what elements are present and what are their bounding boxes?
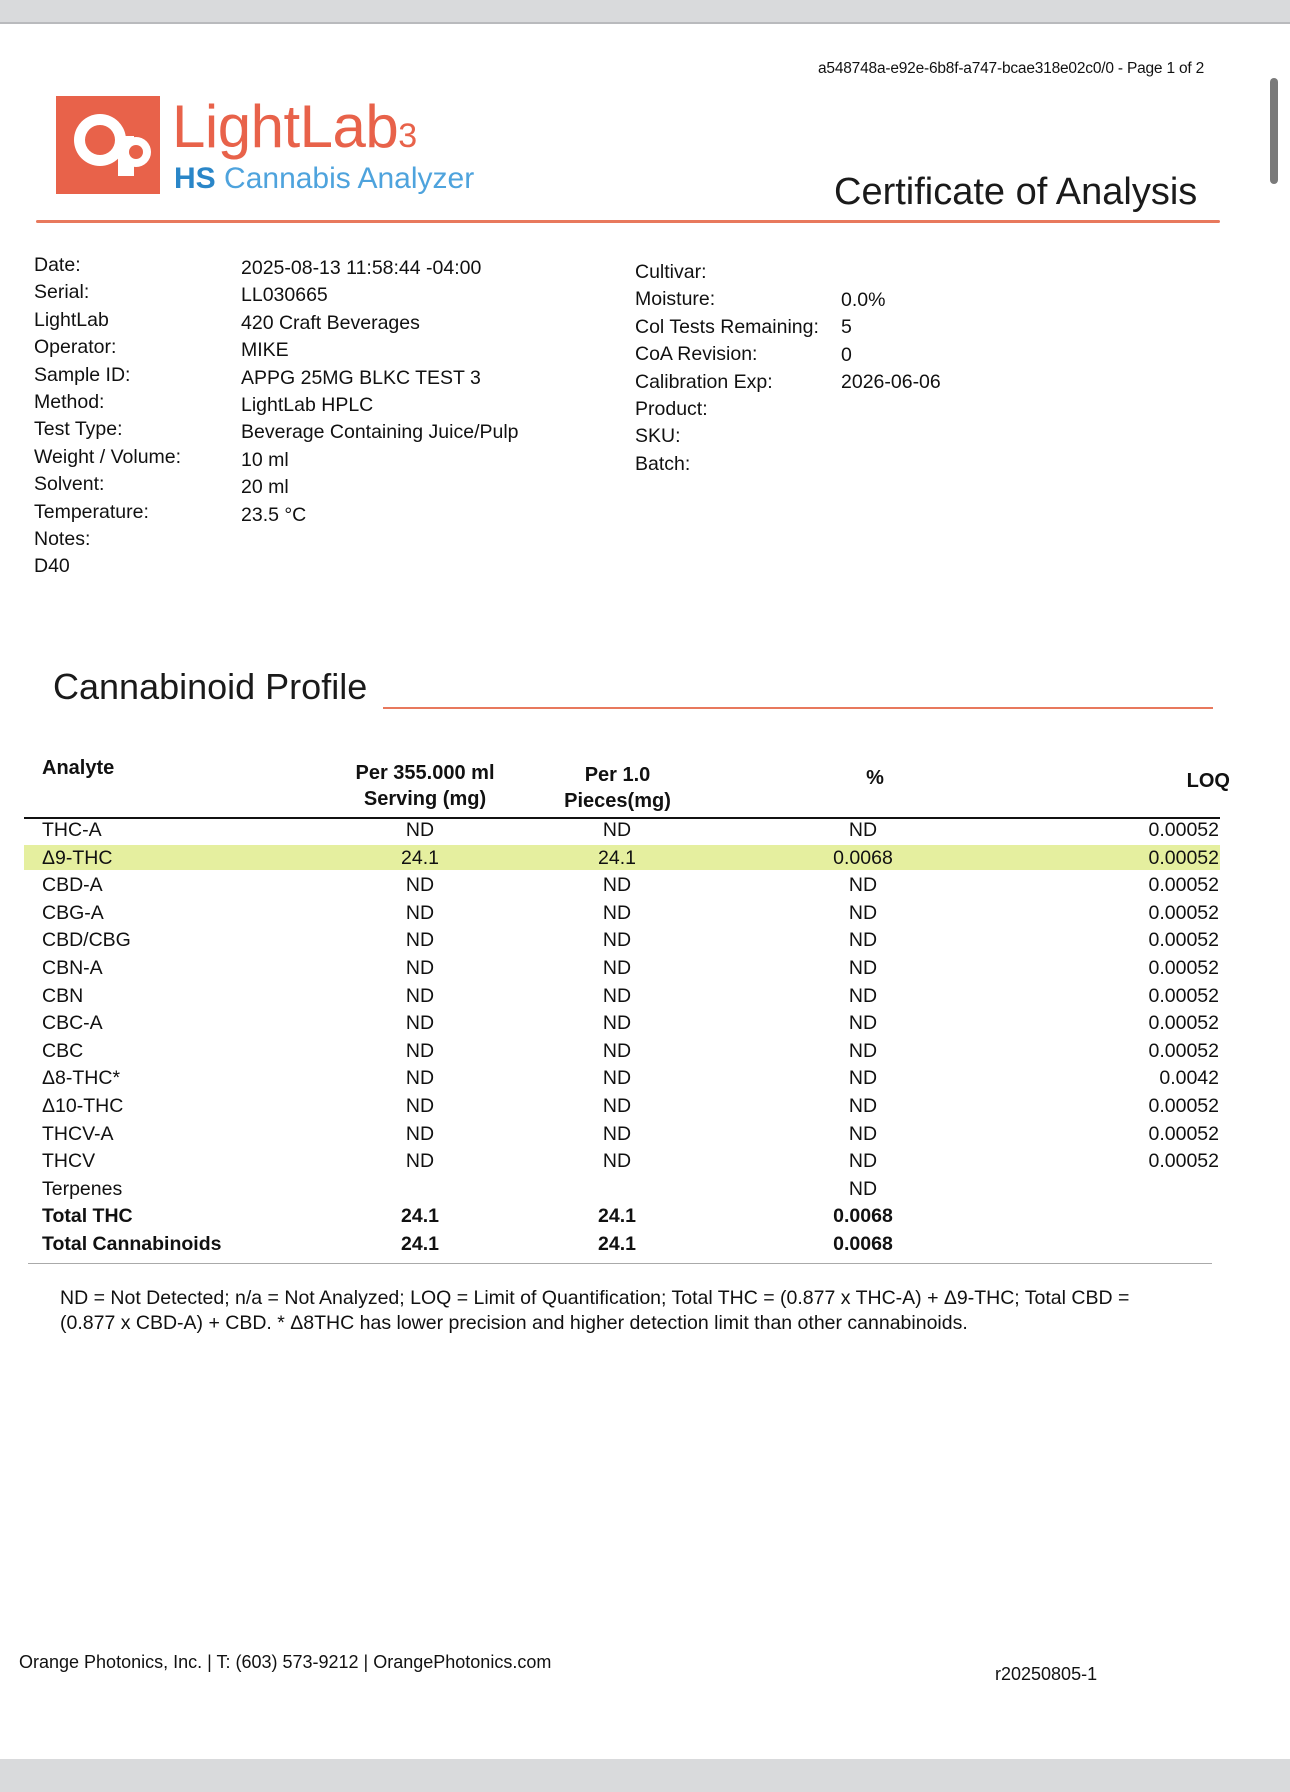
table-row: CBN-A ND ND ND 0.00052 bbox=[42, 957, 1219, 979]
analyte-cell: CBC-A bbox=[42, 1012, 103, 1035]
analyte-cell: THCV-A bbox=[42, 1122, 114, 1145]
document-id: a548748a-e92e-6b8f-a747-bcae318e02c0/0 - Page 1 of 2 bbox=[818, 60, 1205, 77]
table-row: Total Cannabinoids 24.1 24.1 0.0068 bbox=[42, 1233, 893, 1255]
info-value: 2026-06-06 bbox=[841, 371, 941, 394]
document-title: Certificate of Analysis bbox=[834, 171, 1198, 213]
info-label: Weight / Volume: bbox=[34, 445, 182, 468]
table-row: Δ10-THC ND ND ND 0.00052 bbox=[42, 1095, 1219, 1117]
header-loq: LOQ bbox=[1186, 770, 1230, 792]
table-row: CBC-A ND ND ND 0.00052 bbox=[42, 1012, 1219, 1035]
section-title: Cannabinoid Profile bbox=[53, 666, 368, 707]
header-serving-line1: Per 355.000 ml bbox=[355, 762, 495, 784]
header-divider bbox=[36, 220, 1220, 223]
sample-meta-labels bbox=[635, 259, 819, 478]
info-label: Batch: bbox=[635, 452, 691, 475]
info-value: 0 bbox=[841, 343, 852, 366]
analyte-cell: CBN bbox=[42, 984, 84, 1007]
info-label: Calibration Exp: bbox=[635, 370, 773, 393]
table-row: THCV ND ND ND 0.00052 bbox=[42, 1150, 1219, 1173]
info-value: 23.5 °C bbox=[241, 503, 307, 526]
table-notes: ND = Not Detected; n/a = Not Analyzed; LOQ = Limit of Quantification; Total THC = (0.877 x THC-A) + Δ9-THC; Total CBD = (0.877 x CBD-A) + CBD. * Δ8THC has lower precision and higher detection limit than other cannabinoids. bbox=[60, 1287, 1130, 1334]
analyte-cell: CBC bbox=[42, 1039, 84, 1062]
loq-cell: 0.00052 bbox=[1148, 819, 1219, 841]
footer-revision: r20250805-1 bbox=[995, 1664, 1098, 1684]
info-label: Test Type: bbox=[34, 418, 123, 441]
info-value: LightLab HPLC bbox=[241, 393, 374, 416]
table-row: CBN ND ND ND 0.00052 bbox=[42, 984, 1219, 1007]
info-label: Method: bbox=[34, 390, 105, 413]
analyte-cell: CBG-A bbox=[42, 901, 104, 924]
info-label: Product: bbox=[635, 397, 708, 420]
table-row: Δ9-THC 24.1 24.1 0.0068 0.00052 bbox=[42, 846, 1219, 869]
analyte-cell: Total THC bbox=[42, 1205, 133, 1228]
info-label: Sample ID: bbox=[34, 363, 131, 386]
info-label: Date: bbox=[34, 254, 81, 276]
table-row: CBC ND ND ND 0.00052 bbox=[42, 1039, 1219, 1062]
analyte-cell: CBN-A bbox=[42, 957, 103, 979]
analyte-cell: THCV bbox=[42, 1150, 96, 1173]
orange-photonics-logo-icon bbox=[56, 96, 160, 194]
info-label: SKU: bbox=[635, 425, 681, 448]
table-row: CBD-A ND ND ND 0.00052 bbox=[42, 874, 1219, 897]
info-label: Operator: bbox=[34, 336, 117, 359]
analyte-cell: Terpenes bbox=[42, 1177, 123, 1200]
loq-cell: 0.0042 bbox=[1159, 1067, 1219, 1090]
info-label: Solvent: bbox=[34, 473, 105, 496]
header-serving-line2: Serving (mg) bbox=[363, 788, 487, 810]
info-label: D40 bbox=[34, 555, 70, 578]
info-label: Cultivar: bbox=[635, 261, 707, 283]
section-divider bbox=[383, 707, 1213, 709]
loq-cell: 0.00052 bbox=[1148, 1122, 1219, 1145]
loq-cell: 0.00052 bbox=[1148, 874, 1219, 897]
table-row: Δ8-THC* ND ND ND 0.0042 bbox=[42, 1067, 1219, 1090]
loq-cell: 0.00052 bbox=[1148, 901, 1219, 924]
info-value: 420 Craft Beverages bbox=[241, 311, 420, 334]
table-row: CBD/CBG ND ND ND 0.00052 bbox=[42, 929, 1219, 952]
analyte-cell: Δ8-THC* bbox=[42, 1067, 121, 1090]
info-label: LightLab bbox=[34, 308, 109, 331]
table-row: THCV-A ND ND ND 0.00052 bbox=[42, 1122, 1219, 1145]
sample-info-values bbox=[241, 255, 519, 529]
brand-subtitle: HS Cannabis Analyzer bbox=[174, 162, 475, 195]
info-value: MIKE bbox=[241, 339, 289, 362]
table-row: CBG-A ND ND ND 0.00052 bbox=[42, 901, 1219, 924]
header-serving bbox=[330, 760, 520, 812]
loq-cell: 0.00052 bbox=[1148, 1150, 1219, 1173]
scrollbar-thumb[interactable] bbox=[1270, 78, 1278, 184]
info-value: 0.0% bbox=[841, 289, 886, 311]
info-label: Notes: bbox=[34, 527, 91, 550]
info-value: 20 ml bbox=[241, 476, 289, 499]
header-pieces-line2: Pieces(mg) bbox=[564, 790, 671, 812]
analyte-cell: CBD-A bbox=[42, 874, 103, 897]
loq-cell: 0.00052 bbox=[1148, 1012, 1219, 1035]
info-value: Beverage Containing Juice/Pulp bbox=[241, 421, 519, 444]
sample-info-labels bbox=[34, 252, 181, 581]
table-row: Terpenes ND bbox=[42, 1177, 878, 1200]
info-label: Col Tests Remaining: bbox=[635, 315, 819, 338]
sample-meta-values bbox=[841, 287, 941, 397]
table-row: Total THC 24.1 24.1 0.0068 bbox=[42, 1205, 893, 1228]
header-analyte: Analyte bbox=[42, 757, 115, 779]
loq-cell: 0.00052 bbox=[1148, 846, 1219, 869]
analyte-cell: Δ9-THC bbox=[42, 846, 113, 869]
info-value: APPG 25MG BLKC TEST 3 bbox=[241, 366, 481, 389]
info-value: 10 ml bbox=[241, 448, 289, 471]
header-percent: % bbox=[866, 767, 884, 789]
table-row: THC-A ND ND ND 0.00052 bbox=[42, 819, 1219, 841]
analyte-cell: CBD/CBG bbox=[42, 929, 131, 952]
info-value: LL030665 bbox=[241, 284, 328, 307]
loq-cell: 0.00052 bbox=[1148, 957, 1219, 979]
info-label: Moisture: bbox=[635, 288, 716, 311]
analyte-cell: Δ10-THC bbox=[42, 1095, 124, 1117]
brand-name: LightLab3 bbox=[172, 93, 417, 160]
analyte-cell: THC-A bbox=[42, 819, 102, 841]
info-label: Serial: bbox=[34, 281, 90, 304]
analyte-cell: Total Cannabinoids bbox=[42, 1233, 222, 1255]
loq-cell: 0.00052 bbox=[1148, 1039, 1219, 1062]
info-label: CoA Revision: bbox=[635, 343, 758, 366]
loq-cell: 0.00052 bbox=[1148, 984, 1219, 1007]
info-value: 2025-08-13 11:58:44 -04:00 bbox=[241, 257, 482, 279]
loq-cell: 0.00052 bbox=[1148, 1095, 1219, 1117]
footer-company: Orange Photonics, Inc. | T: (603) 573-9212 | OrangePhotonics.com bbox=[19, 1652, 552, 1672]
table-bottom-rule bbox=[28, 1263, 1212, 1264]
info-value: 5 bbox=[841, 316, 852, 339]
loq-cell: 0.00052 bbox=[1148, 929, 1219, 952]
header-pieces-line1: Per 1.0 bbox=[584, 764, 651, 786]
info-label: Temperature: bbox=[34, 500, 149, 523]
header-pieces bbox=[540, 762, 695, 814]
